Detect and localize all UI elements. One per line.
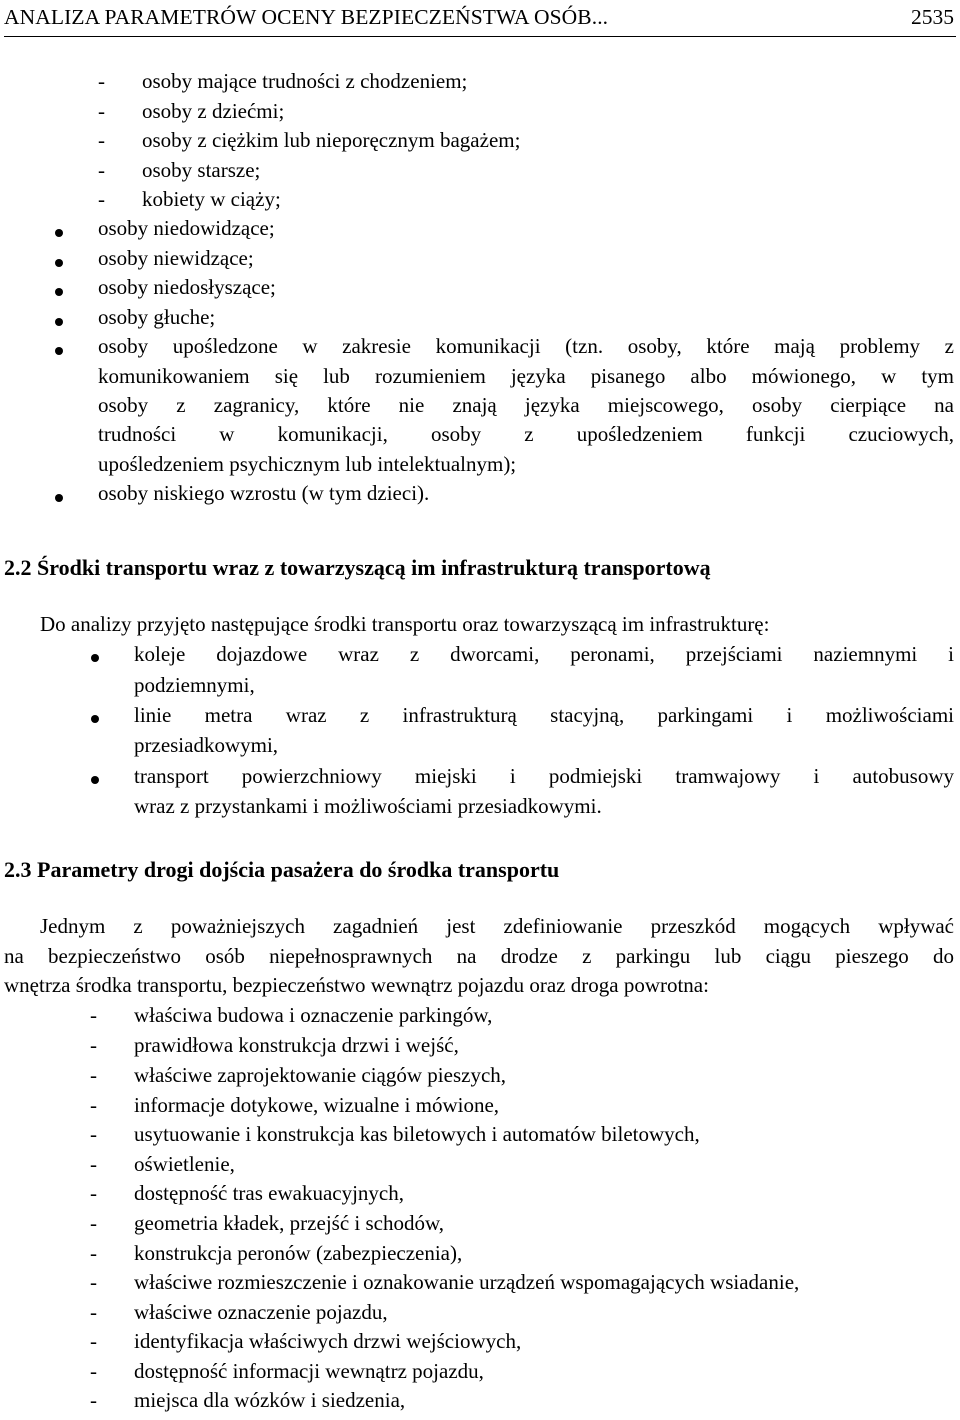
list-item: osoby niskiego wzrostu (w tym dzieci). — [98, 481, 430, 505]
list-item: właściwa budowa i oznaczenie parkingów, — [134, 1003, 493, 1027]
list-item-line: wraz z przystankami i możliwościami przesiadkowymi. — [134, 794, 602, 818]
dash-marker: - — [98, 128, 105, 152]
dash-marker: - — [90, 1003, 97, 1027]
list-item: dostępność tras ewakuacyjnych, — [134, 1181, 404, 1205]
paragraph-line: wnętrza środka transportu, bezpieczeństwo wewnątrz pojazdu oraz droga powrotna: — [4, 973, 709, 997]
list-item: informacje dotykowe, wizualne i mówione, — [134, 1093, 500, 1117]
dash-marker: - — [90, 1388, 97, 1412]
dash-marker: - — [90, 1181, 97, 1205]
dash-marker: - — [98, 69, 105, 93]
list-item: dostępność informacji wewnątrz pojazdu, — [134, 1359, 484, 1383]
bullet-icon — [55, 229, 63, 237]
dash-marker: - — [90, 1270, 97, 1294]
list-item: miejsca dla wózków i siedzenia, — [134, 1388, 406, 1412]
dash-marker: - — [90, 1063, 97, 1087]
bullet-icon — [55, 318, 63, 326]
list-item-line: linie metra wraz z infrastrukturą stacyjną, parkingami i możliwościami — [134, 703, 954, 727]
list-item-line: osoby upośledzone w zakresie komunikacji (tzn. osoby, które mają problemy z — [98, 334, 954, 358]
list-item: usytuowanie i konstrukcja kas biletowych i automatów biletowych, — [134, 1122, 700, 1146]
dash-marker: - — [98, 158, 105, 182]
running-title: ANALIZA PARAMETRÓW OCENY BEZPIECZEŃSTWA OSÓB... — [4, 5, 609, 29]
list-item: osoby mające trudności z chodzeniem; — [142, 69, 468, 93]
dash-marker: - — [90, 1329, 97, 1353]
bullet-icon — [91, 654, 99, 662]
list-item: właściwe zaprojektowanie ciągów pieszych, — [134, 1063, 507, 1087]
dash-marker: - — [90, 1211, 97, 1235]
bullet-icon — [91, 776, 99, 784]
page-number: 2535 — [911, 5, 954, 29]
paragraph-line: Jednym z poważniejszych zagadnień jest zdefiniowanie przeszkód mogących wpływać — [40, 914, 954, 938]
list-item-line: podziemnymi, — [134, 673, 255, 697]
section-intro: Do analizy przyjęto następujące środki transportu oraz towarzyszącą im infrastrukturę: — [40, 612, 770, 636]
section-heading-2-3: 2.3 Parametry drogi dojścia pasażera do środka transportu — [4, 857, 560, 882]
dash-marker: - — [90, 1033, 97, 1057]
list-item: kobiety w ciąży; — [142, 187, 281, 211]
list-item: geometria kładek, przejść i schodów, — [134, 1211, 445, 1235]
list-item: właściwe oznaczenie pojazdu, — [134, 1300, 388, 1324]
bullet-icon — [55, 288, 63, 296]
bullet-icon — [55, 259, 63, 267]
list-item: osoby niedosłyszące; — [98, 275, 276, 299]
dash-marker: - — [98, 187, 105, 211]
list-item: właściwe rozmieszczenie i oznakowanie urządzeń wspomagających wsiadanie, — [134, 1270, 800, 1294]
list-item: konstrukcja peronów (zabezpieczenia), — [134, 1241, 463, 1265]
bullet-icon — [55, 494, 63, 502]
list-item-line: upośledzeniem psychicznym lub intelektualnym); — [98, 452, 517, 476]
dash-marker: - — [90, 1241, 97, 1265]
paragraph-line: na bezpieczeństwo osób niepełnosprawnych na drodze z parkingu lub ciągu pieszego do — [4, 944, 954, 968]
bullet-icon — [91, 715, 99, 723]
list-item-line: transport powierzchniowy miejski i podmiejski tramwajowy i autobusowy — [134, 764, 954, 788]
list-item-line: komunikowaniem się lub rozumieniem języka pisanego albo mówionego, w tym — [98, 364, 954, 388]
list-item: osoby niedowidzące; — [98, 216, 275, 240]
list-item-line: koleje dojazdowe wraz z dworcami, peronami, przejściami naziemnymi i — [134, 642, 954, 666]
bullet-icon — [55, 347, 63, 355]
list-item: osoby z dziećmi; — [142, 99, 285, 123]
list-item: osoby głuche; — [98, 305, 216, 329]
dash-marker: - — [90, 1300, 97, 1324]
list-item: osoby niewidzące; — [98, 246, 254, 270]
list-item-line: przesiadkowymi, — [134, 733, 279, 757]
section-heading-2-2: 2.2 Środki transportu wraz z towarzyszącą im infrastrukturą transportową — [4, 555, 711, 580]
dash-marker: - — [90, 1152, 97, 1176]
dash-marker: - — [98, 99, 105, 123]
list-item-line: trudności w komunikacji, osoby z upośledzeniem funkcji czuciowych, — [98, 422, 954, 446]
dash-marker: - — [90, 1122, 97, 1146]
list-item: identyfikacja właściwych drzwi wejściowych, — [134, 1329, 522, 1353]
dash-marker: - — [90, 1359, 97, 1383]
dash-marker: - — [90, 1093, 97, 1117]
list-item: osoby z ciężkim lub nieporęcznym bagażem; — [142, 128, 521, 152]
page-header — [4, 2, 956, 37]
list-item: oświetlenie, — [134, 1152, 235, 1176]
list-item-line: osoby z zagranicy, które nie znają języka miejscowego, osoby cierpiące na — [98, 393, 954, 417]
list-item: osoby starsze; — [142, 158, 261, 182]
list-item: prawidłowa konstrukcja drzwi i wejść, — [134, 1033, 459, 1057]
